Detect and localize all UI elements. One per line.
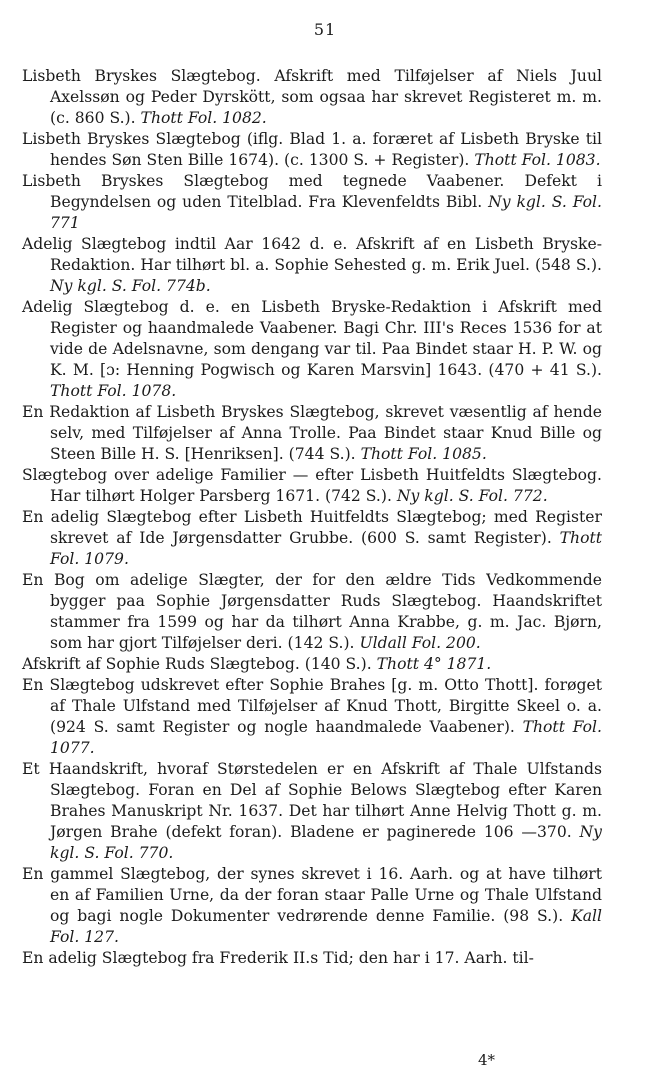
entry-text: Lisbeth Bryskes Slægtebog (iflg. Blad 1. a. foræret af Lisbeth Bryske til hendes Søn Sten Bille 1674). (c. 1300 S. + Register).	[22, 130, 602, 169]
shelfmark-reference: Thott Fol. 1079.	[50, 529, 602, 568]
entry-text: Afskrift af Sophie Ruds Slægtebog. (140 S.).	[22, 655, 377, 673]
catalog-entry	[22, 66, 602, 129]
shelfmark-reference: Kall Fol. 127.	[50, 907, 602, 946]
entry-text: En Redaktion af Lisbeth Bryskes Slægtebog, skrevet væsentlig af hende selv, med Tilføjelser af Anna Trolle. Paa Bindet staar Knud Bille og Steen Bille H. S. [Henriksen]. (744 S.).	[22, 403, 602, 463]
entry-text: Slægtebog over adelige Familier — efter Lisbeth Huitfeldts Slægtebog. Har tilhørt Holger Parsberg 1671. (742 S.).	[22, 466, 602, 505]
entry-text: Lisbeth Bryskes Slægtebog med tegnede Vaabener. Defekt i Begyndelsen og uden Titelblad. Fra Klevenfeldts Bibl.	[22, 172, 602, 211]
shelfmark-reference: Thott 4° 1871.	[376, 655, 492, 673]
entry-text: Adelig Slægtebog indtil Aar 1642 d. e. Afskrift af en Lisbeth Bryske-Redaktion. Har tilhørt bl. a. Sophie Sehested g. m. Erik Juel. (548 S.).	[22, 235, 602, 274]
catalog-entry	[22, 465, 602, 507]
catalog-entry	[22, 297, 602, 402]
entry-list	[22, 66, 602, 969]
catalog-entry	[22, 234, 602, 297]
entry-text: Adelig Slægtebog d. e. en Lisbeth Bryske-Redaktion i Afskrift med Register og haandmalede Vaabener. Bagi Chr. III's Reces 1536 for at vide de Adelsnavne, som dengang var til. Paa Bindet staar H. P. W. og K. M. [ɔ: Henning Pogwisch og Karen Marsvin] 1643. (470 + 41 S.).	[22, 298, 602, 379]
shelfmark-reference: Uldall Fol. 200.	[359, 634, 481, 652]
catalog-entry	[22, 654, 602, 675]
catalog-entry	[22, 948, 602, 969]
catalog-entry	[22, 171, 602, 234]
catalog-entry	[22, 402, 602, 465]
catalog-entry	[22, 759, 602, 864]
entry-text: Lisbeth Bryskes Slægtebog. Afskrift med Tilføjelser af Niels Juul Axelssøn og Peder Dyrskött, som ogsaa har skrevet Registeret m. m. (c. 860 S.).	[22, 67, 602, 127]
shelfmark-reference: Thott Fol. 1085.	[360, 445, 487, 463]
shelfmark-reference: Ny kgl. S. Fol. 772.	[396, 487, 548, 505]
signature-mark: 4*	[478, 1051, 496, 1069]
entry-text: En adelig Slægtebog efter Lisbeth Huitfeldts Slægtebog; med Register skrevet af Ide Jørgensdatter Grubbe. (600 S. samt Register).	[22, 508, 602, 547]
page-number: 51	[313, 20, 337, 39]
shelfmark-reference: Thott Fol. 1078.	[50, 382, 177, 400]
entry-text: En Bog om adelige Slægter, der for den ældre Tids Vedkommende bygger paa Sophie Jørgensdatter Ruds Slægtebog. Haandskriftet stammer fra 1599 og har da tilhørt Anna Krabbe, g. m. Jac. Bjørn, som har gjort Tilføjelser deri. (142 S.).	[22, 571, 602, 652]
catalog-entry	[22, 675, 602, 759]
shelfmark-reference: Thott Fol. 1077.	[50, 718, 602, 757]
shelfmark-reference: Ny kgl. S. Fol. 774b.	[50, 277, 211, 295]
entry-text: En Slægtebog udskrevet efter Sophie Brahes [g. m. Otto Thott]. forøget af Thale Ulfstand med Tilføjelser af Knud Thott, Birgitte Skeel o. a. (924 S. samt Register og nogle haandmalede Vaabener).	[22, 676, 602, 736]
shelfmark-reference: Thott Fol. 1083.	[474, 151, 601, 169]
shelfmark-reference: Ny kgl. S. Fol. 770.	[50, 823, 602, 862]
shelfmark-reference: Thott Fol. 1082.	[140, 109, 267, 127]
catalog-entry	[22, 864, 602, 948]
entry-text: En gammel Slægtebog, der synes skrevet i 16. Aarh. og at have tilhørt en af Familien Urne, da der foran staar Palle Urne og Thale Ulfstand og bagi nogle Dokumenter vedrørende denne Familie. (98 S.).	[22, 865, 602, 925]
catalog-entry	[22, 507, 602, 570]
catalog-entry	[22, 129, 602, 171]
entry-text: Et Haandskrift, hvoraf Størstedelen er en Afskrift af Thale Ulfstands Slægtebog. Foran en Del af Sophie Belows Slægtebog efter Karen Brahes Manuskript Nr. 1637. Det har tilhørt Anne Helvig Thott g. m. Jørgen Brahe (defekt foran). Bladene er paginerede 106 —370.	[22, 760, 602, 841]
shelfmark-reference: Ny kgl. S. Fol. 771	[50, 193, 602, 232]
entry-text: En adelig Slægtebog fra Frederik II.s Tid; den har i 17. Aarh. til-	[22, 949, 534, 967]
catalog-entry	[22, 570, 602, 654]
